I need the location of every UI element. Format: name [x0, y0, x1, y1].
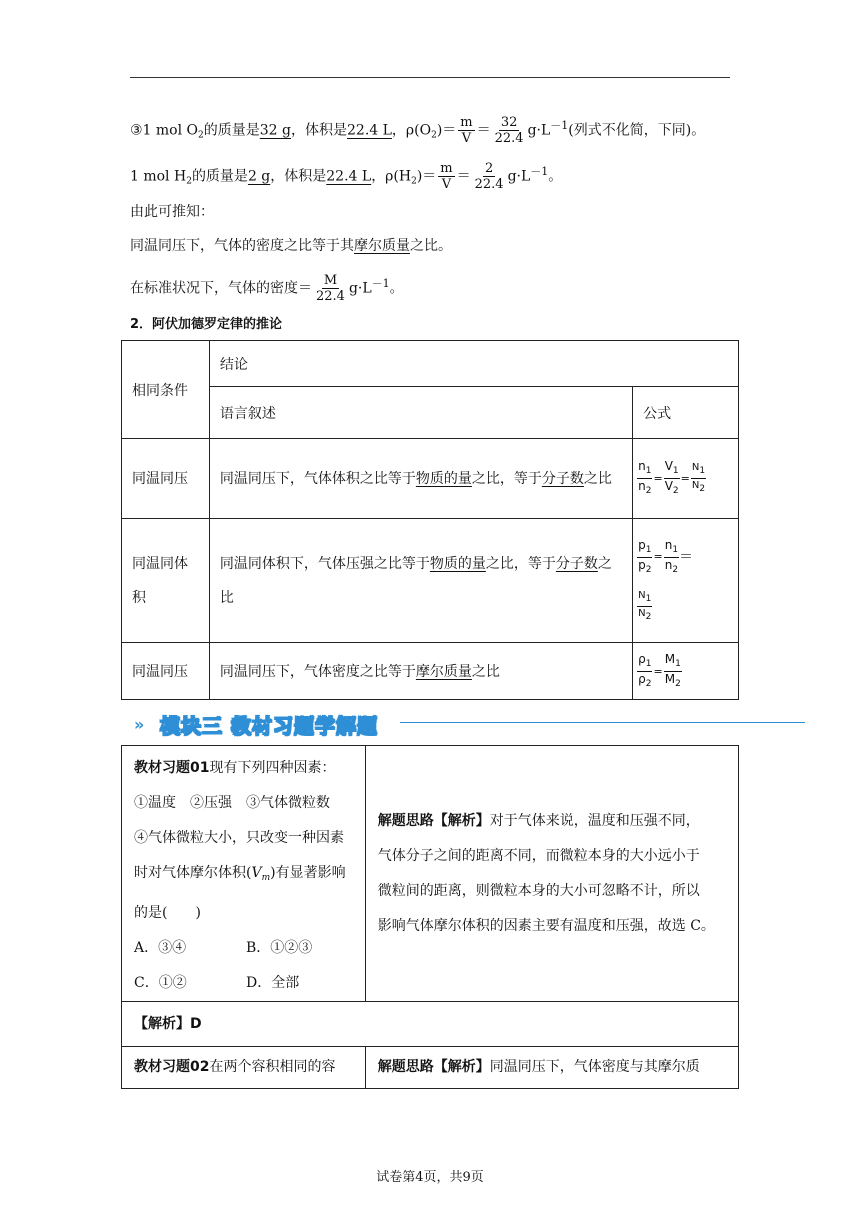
text: 同温同压下，气体体积之比等于	[219, 470, 416, 487]
text: 同温同体积下，气体压强之比等于	[219, 555, 430, 572]
subscript: 2	[186, 176, 192, 187]
question-label: 教材习题01	[134, 760, 210, 776]
text: ，体积是	[291, 122, 347, 139]
blank-answer: 分子数	[541, 470, 584, 487]
denominator: 22.4	[474, 177, 504, 192]
text: 同温同压下，气体密度与其摩尔质	[489, 1059, 700, 1075]
blank-answer: 物质的量	[415, 470, 472, 487]
text: ，ρ(O	[391, 122, 432, 139]
text: 气体分子之间的距离不同，而微粒本身的大小远小于	[377, 847, 700, 864]
text: ③1 mol O	[130, 122, 199, 139]
inference-table	[121, 340, 739, 700]
text: 同温同压下，气体的密度之比等于其	[130, 238, 354, 254]
header-statement: 语言叙述	[209, 387, 632, 439]
analysis-label: 解题思路【解析】	[377, 1059, 490, 1075]
table-row	[122, 746, 739, 1002]
text: 在两个容积相同的容	[209, 1059, 336, 1075]
numerator: 2	[484, 161, 494, 176]
question-cell	[122, 746, 366, 1002]
superscript: －1	[530, 164, 549, 178]
blank-answer: 摩尔质量	[415, 664, 472, 680]
text: ＝	[476, 122, 491, 139]
analysis-cell	[365, 1047, 738, 1089]
analysis-cell	[365, 746, 738, 1002]
text: 之比，等于	[471, 470, 542, 487]
fraction	[458, 115, 474, 146]
text: 1 mol H	[130, 168, 187, 185]
numerator: 32	[500, 115, 518, 130]
equals: ＝	[679, 549, 694, 565]
blank-answer: 22.4 L	[326, 168, 372, 185]
fraction: $\frac{n_1}{n_2}$	[664, 537, 679, 575]
fraction: $\frac{p_1}{p_2}$	[638, 537, 652, 575]
text: 影响气体摩尔体积的因素主要有温度和压强，故选 C。	[377, 917, 715, 934]
subscript: 2	[431, 130, 437, 141]
subscript: m	[261, 873, 271, 883]
text: ①温度 ②压强 ③气体微粒数	[134, 795, 330, 811]
table-row	[122, 1002, 739, 1047]
subscript: 2	[198, 130, 204, 141]
fraction: $\frac{n_1}{n_2}$	[638, 459, 652, 496]
text: 的质量是	[203, 122, 260, 139]
blank-answer: 22.4 L	[347, 122, 392, 139]
table-row	[122, 439, 739, 519]
header-conclusion: 结论	[209, 341, 738, 387]
stp-density-line	[130, 273, 404, 304]
row-formula	[633, 439, 739, 519]
text: 之比	[219, 555, 612, 606]
text: 的质量是	[191, 168, 248, 185]
text: ④气体微粒大小，只改变一种因素	[134, 830, 344, 846]
equals: =	[653, 471, 663, 485]
blank-answer: 分子数	[555, 555, 598, 572]
equals: =	[680, 471, 690, 485]
fraction: $\frac{N1}{N2}$	[691, 462, 706, 494]
denominator: 22.4	[316, 289, 345, 304]
fraction	[438, 161, 454, 192]
blank-answer: 32 g	[259, 122, 291, 139]
text: (列式不化简，下同)。	[568, 122, 706, 139]
section-heading: 2．阿伏加德罗定律的推论	[130, 317, 283, 332]
option-d: D．全部	[246, 975, 300, 991]
row-statement	[209, 439, 632, 519]
fraction	[314, 273, 347, 304]
option-a: A．③④	[134, 940, 187, 956]
o2-density-line	[130, 115, 705, 146]
equals: =	[653, 550, 663, 563]
text: V	[251, 865, 262, 881]
text: 。	[548, 168, 563, 185]
text: 同温同压下，气体密度之比等于	[219, 664, 416, 680]
numerator: m	[440, 161, 453, 176]
table-row	[122, 1047, 739, 1089]
superscript: －1	[550, 118, 569, 132]
text: 的是( )	[134, 905, 201, 921]
text: )＝	[416, 168, 437, 185]
denominator: V	[461, 131, 472, 146]
text: 在标准状况下，气体的密度＝	[130, 280, 312, 297]
blank-answer: 物质的量	[429, 555, 486, 572]
inference-line: 由此可推知：	[130, 204, 214, 220]
denominator: V	[441, 177, 452, 192]
fraction	[473, 161, 506, 192]
text: ，体积是	[270, 168, 327, 185]
blank-answer: 2 g	[247, 168, 271, 185]
text: g·L	[348, 280, 372, 297]
row-condition: 同温同压	[122, 439, 210, 519]
row-statement	[209, 519, 632, 643]
conclusion-line	[130, 236, 452, 256]
module-title: 模块三 教材习题学解题	[160, 714, 378, 738]
header-formula: 公式	[633, 387, 739, 439]
question-label: 教材习题02	[134, 1059, 210, 1075]
text: 之比	[583, 470, 612, 487]
fraction: $\frac{V_1}{V_2}$	[664, 459, 679, 496]
page-footer: 试卷第4页，共9页	[376, 1170, 484, 1185]
header-condition: 相同条件	[122, 341, 210, 439]
text: 微粒间的距离，则微粒本身的大小可忽略不计，所以	[377, 882, 700, 899]
answer-cell: 【解析】D	[122, 1002, 739, 1047]
fraction: $\frac{M_1}{M_2}$	[664, 651, 681, 689]
row-condition: 同温同压	[122, 643, 210, 700]
table-row	[122, 643, 739, 700]
superscript: －1	[371, 276, 390, 290]
text: 之比，等于	[485, 555, 556, 572]
fraction	[493, 115, 526, 146]
h2-density-line	[130, 161, 562, 192]
text: g·L	[507, 168, 531, 185]
text: )＝	[436, 122, 457, 139]
row-formula	[633, 519, 739, 643]
banner-rule	[400, 722, 805, 723]
fraction: $\frac{\rho_1}{\rho_2}$	[638, 651, 652, 689]
equals: =	[653, 664, 663, 678]
option-c: C．①②	[134, 975, 187, 991]
text: 时对气体摩尔体积(	[134, 865, 252, 881]
question-cell	[122, 1047, 366, 1089]
text: ，ρ(H	[371, 168, 412, 185]
subscript: 2	[411, 176, 417, 187]
text: 现有下列四种因素：	[209, 760, 336, 776]
option-b: B．①②③	[246, 940, 313, 956]
row-statement	[209, 643, 632, 700]
text: )有显著影响	[270, 865, 346, 881]
numerator: m	[460, 115, 473, 130]
text: 。	[389, 280, 404, 297]
text: ＝	[456, 168, 471, 185]
analysis-label: 解题思路【解析】	[377, 812, 490, 829]
blank-answer: 摩尔质量	[354, 238, 410, 254]
row-condition: 同温同体积	[122, 519, 210, 643]
header-rule	[130, 77, 730, 78]
exercise-table	[121, 745, 739, 1089]
fraction: $\frac{N1}{N2}$	[638, 589, 652, 622]
text: g·L	[527, 122, 551, 139]
module-banner	[130, 708, 690, 738]
denominator: 22.4	[494, 131, 524, 146]
row-formula	[633, 643, 739, 700]
text: 之比	[471, 664, 500, 680]
text: 之比。	[410, 238, 452, 254]
table-row	[122, 519, 739, 643]
double-chevron-icon: »	[134, 715, 145, 734]
text: 对于气体来说，温度和压强不同，	[489, 812, 700, 829]
numerator: M	[323, 273, 338, 288]
